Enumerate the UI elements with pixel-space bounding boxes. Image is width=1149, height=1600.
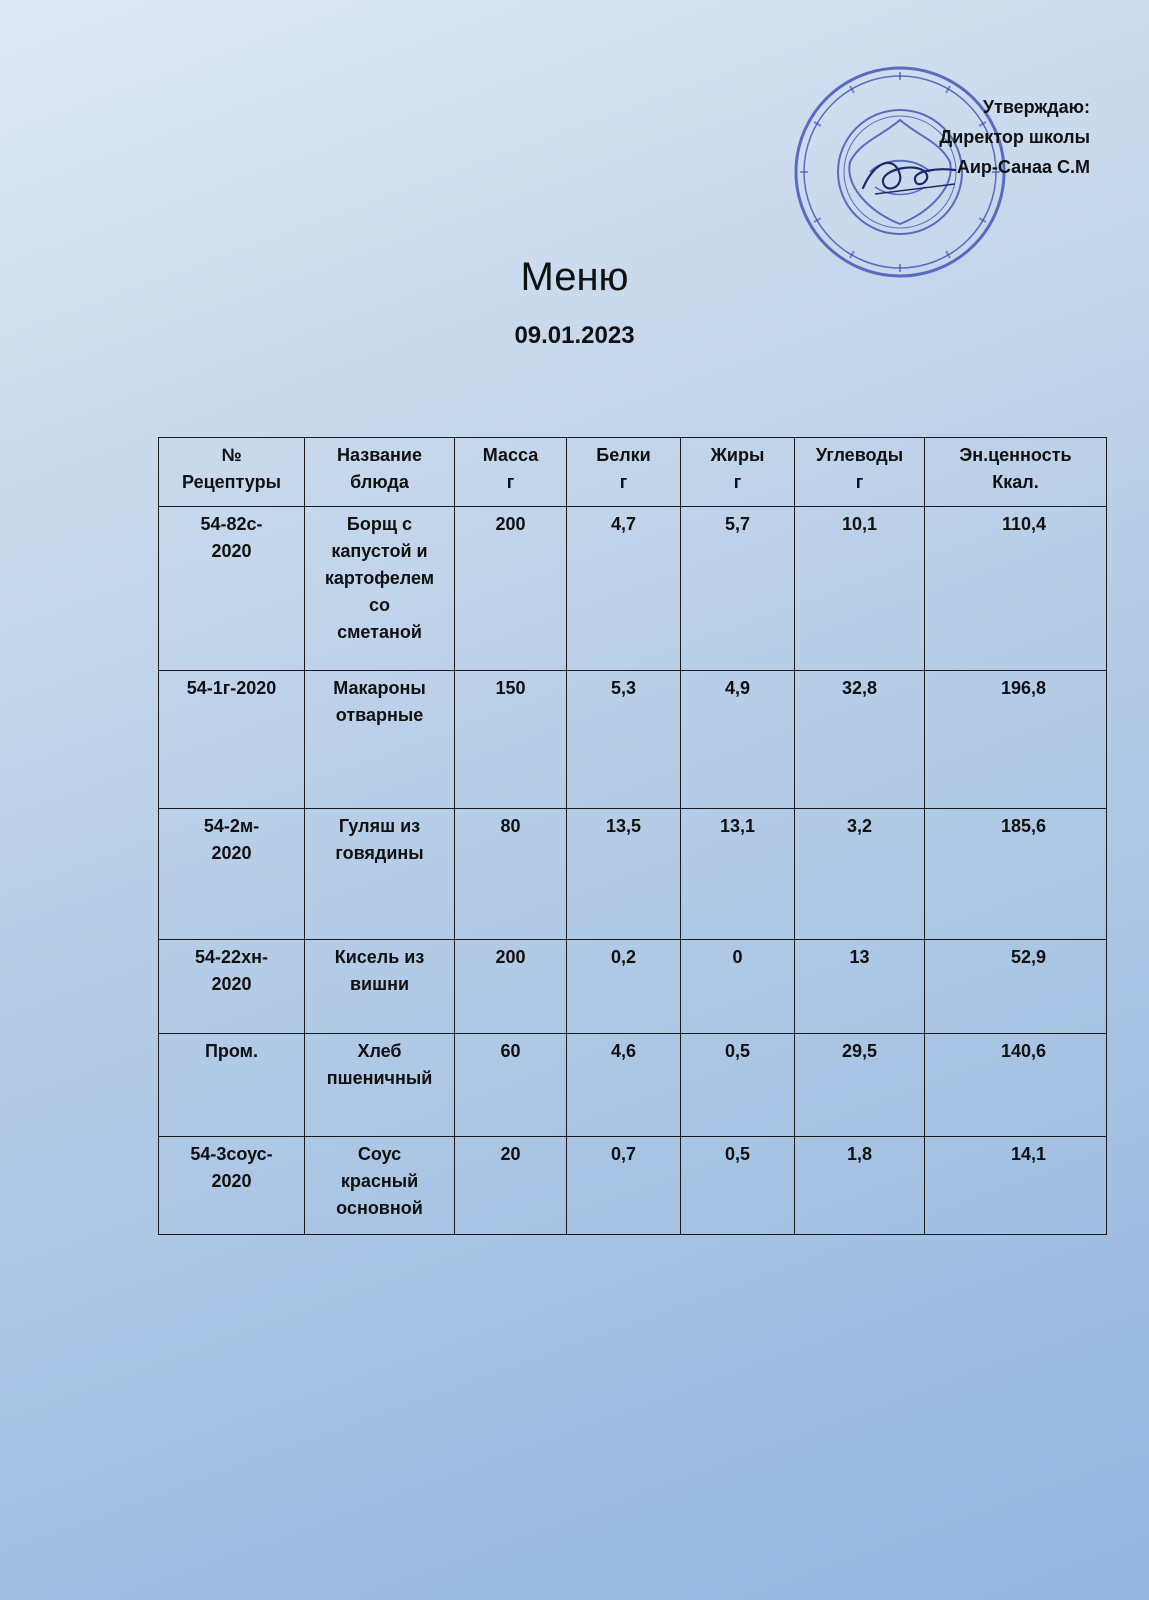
dish-name-cell-line: вишни	[349, 974, 410, 994]
dish-name-cell-line: Кисель из	[334, 947, 425, 967]
energy-cell: 196,8	[925, 671, 1107, 809]
menu-date: 09.01.2023	[514, 322, 635, 349]
fat-cell: 0,5	[681, 1137, 795, 1235]
carbs-cell: 32,8	[795, 671, 925, 809]
fat-cell: 13,1	[681, 809, 795, 940]
dish-name-cell	[305, 809, 455, 940]
protein-cell: 4,6	[567, 1034, 681, 1137]
header-line: Масса	[482, 445, 539, 465]
header-recipe	[159, 438, 305, 507]
header-line: Белки	[596, 445, 651, 465]
mass-cell: 80	[455, 809, 567, 940]
dish-name-cell	[305, 507, 455, 671]
protein-cell: 4,7	[567, 507, 681, 671]
recipe-code-cell-line: Пром.	[204, 1041, 258, 1061]
recipe-code-cell-line: 2020	[211, 843, 252, 863]
table-row	[159, 1137, 1107, 1235]
recipe-code-cell-line: 54-22хн-	[195, 947, 268, 967]
header-line: Ккал.	[992, 472, 1039, 492]
header-line: Эн.ценность	[959, 445, 1072, 465]
recipe-code-cell-line: 2020	[211, 541, 252, 561]
protein-cell: 0,7	[567, 1137, 681, 1235]
dish-name-cell-line: со	[368, 595, 390, 615]
protein-cell: 0,2	[567, 940, 681, 1034]
table-row	[159, 1034, 1107, 1137]
table-row	[159, 940, 1107, 1034]
energy-cell: 52,9	[925, 940, 1107, 1034]
carbs-cell: 1,8	[795, 1137, 925, 1235]
recipe-code-cell-line: 54-1г-2020	[186, 678, 277, 698]
header-dish	[305, 438, 455, 507]
mass-cell: 200	[455, 507, 567, 671]
header-line: Рецептуры	[182, 472, 281, 492]
header-line: Жиры	[710, 445, 765, 465]
dish-name-cell	[305, 671, 455, 809]
carbs-cell: 10,1	[795, 507, 925, 671]
table-row	[159, 671, 1107, 809]
table-row	[159, 507, 1107, 671]
header-line: г	[619, 472, 628, 492]
dish-name-cell-line: капустой и	[331, 541, 428, 561]
dish-name-cell-line: Хлеб	[357, 1041, 402, 1061]
header-line: г	[506, 472, 515, 492]
approval-line-3: Аир-Санаа С.М	[956, 157, 1090, 177]
mass-cell: 150	[455, 671, 567, 809]
dish-name-cell-line: Соус	[357, 1144, 402, 1164]
table-header-row	[159, 438, 1107, 507]
mass-cell: 200	[455, 940, 567, 1034]
mass-cell: 60	[455, 1034, 567, 1137]
header-line: г	[855, 472, 864, 492]
signature-icon	[855, 150, 965, 200]
recipe-code-cell-line: 54-3соус-	[190, 1144, 273, 1164]
approval-line-1: Утверждаю:	[982, 97, 1090, 117]
approval-line-2: Директор школы	[939, 127, 1090, 147]
fat-cell: 5,7	[681, 507, 795, 671]
recipe-code-cell	[159, 1137, 305, 1235]
dish-name-cell-line: пшеничный	[326, 1068, 433, 1088]
recipe-code-cell-line: 2020	[211, 974, 252, 994]
energy-cell: 140,6	[925, 1034, 1107, 1137]
fat-cell: 4,9	[681, 671, 795, 809]
recipe-code-cell	[159, 809, 305, 940]
header-mass	[455, 438, 567, 507]
energy-cell: 110,4	[925, 507, 1107, 671]
table-row	[159, 809, 1107, 940]
carbs-cell: 13	[795, 940, 925, 1034]
fat-cell: 0,5	[681, 1034, 795, 1137]
recipe-code-cell	[159, 940, 305, 1034]
dish-name-cell-line: картофелем	[324, 568, 435, 588]
page-title: Меню	[520, 255, 629, 299]
fat-cell: 0	[681, 940, 795, 1034]
recipe-code-cell	[159, 671, 305, 809]
dish-name-cell-line: Макароны	[333, 678, 426, 698]
header-fat	[681, 438, 795, 507]
mass-cell: 20	[455, 1137, 567, 1235]
dish-name-cell-line: сметаной	[337, 622, 422, 642]
recipe-code-cell	[159, 507, 305, 671]
protein-cell: 5,3	[567, 671, 681, 809]
header-protein	[567, 438, 681, 507]
dish-name-cell-line: Борщ с	[346, 514, 413, 534]
protein-cell: 13,5	[567, 809, 681, 940]
header-line: Углеводы	[815, 445, 904, 465]
dish-name-cell	[305, 940, 455, 1034]
header-line: №	[221, 445, 242, 465]
header-carbs	[795, 438, 925, 507]
header-line: Название	[337, 445, 422, 465]
dish-name-cell-line: красный	[340, 1171, 419, 1191]
carbs-cell: 29,5	[795, 1034, 925, 1137]
menu-table	[158, 437, 1107, 1235]
dish-name-cell-line: Гуляш из	[338, 816, 421, 836]
energy-cell: 185,6	[925, 809, 1107, 940]
energy-cell: 14,1	[925, 1137, 1107, 1235]
header-line: г	[733, 472, 742, 492]
recipe-code-cell	[159, 1034, 305, 1137]
carbs-cell: 3,2	[795, 809, 925, 940]
recipe-code-cell-line: 54-82с-	[200, 514, 263, 534]
recipe-code-cell-line: 2020	[211, 1171, 252, 1191]
dish-name-cell	[305, 1034, 455, 1137]
recipe-code-cell-line: 54-2м-	[203, 816, 260, 836]
header-line: блюда	[350, 472, 409, 492]
dish-name-cell	[305, 1137, 455, 1235]
header-energy	[925, 438, 1107, 507]
dish-name-cell-line: отварные	[335, 705, 424, 725]
dish-name-cell-line: основной	[336, 1198, 423, 1218]
dish-name-cell-line: говядины	[335, 843, 424, 863]
